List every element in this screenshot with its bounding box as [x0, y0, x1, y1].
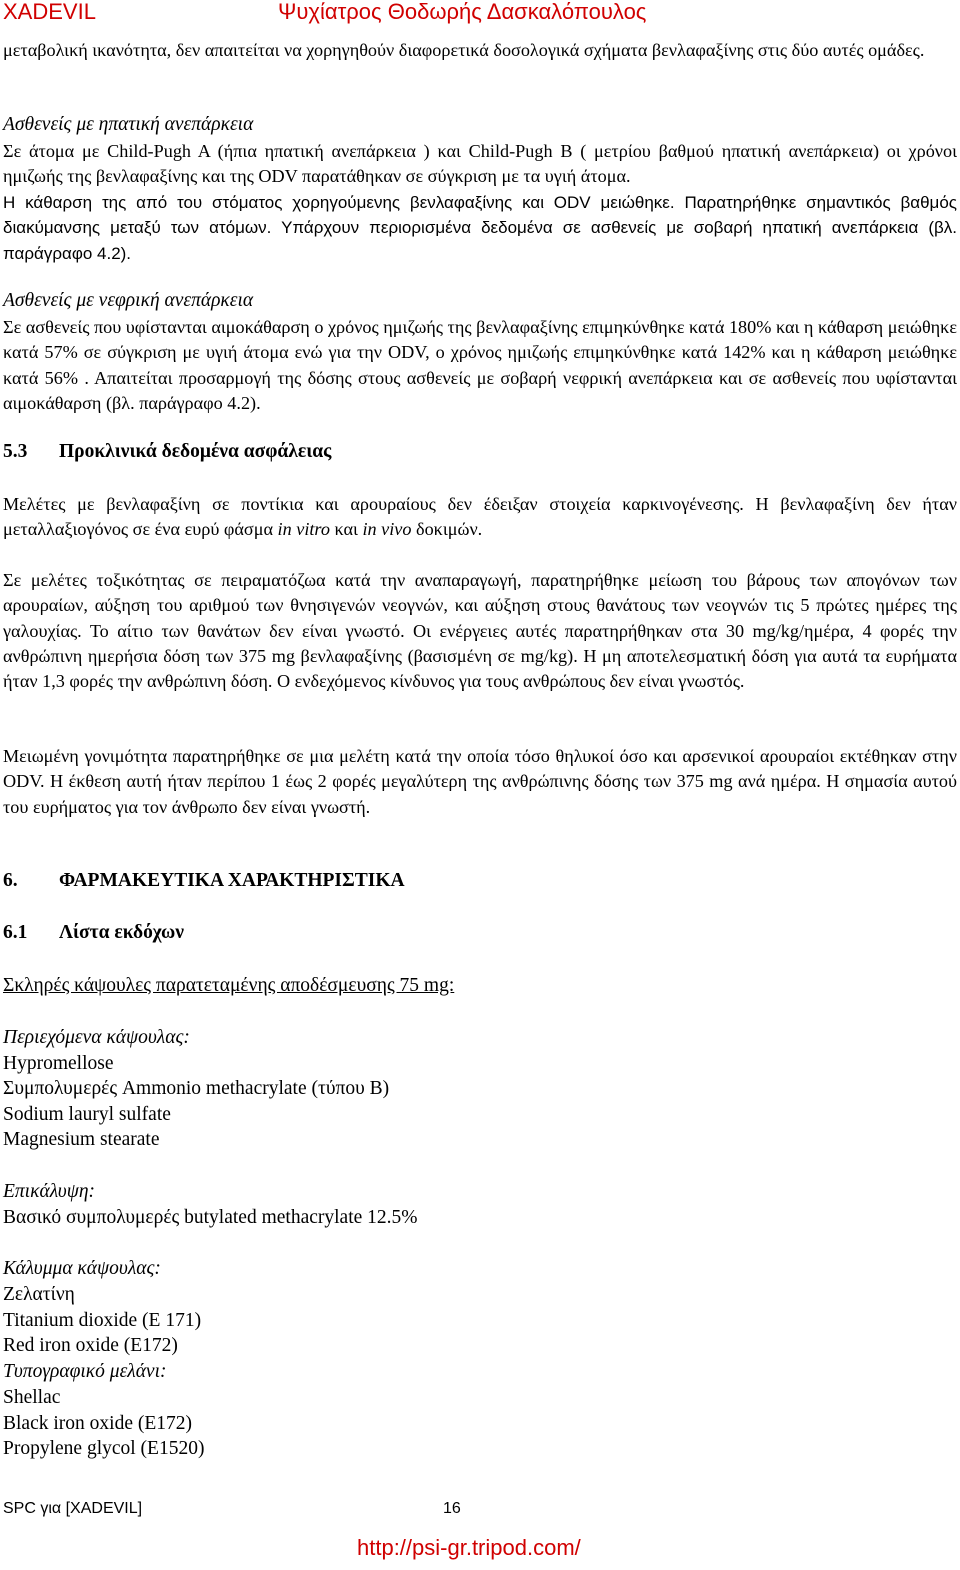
excipient-item: Sodium lauryl sulfate	[3, 1104, 171, 1125]
section-5-3-heading	[3, 441, 331, 463]
in-vivo-text: in vivo	[362, 519, 412, 540]
header-author: Ψυχίατρος Θοδωρής Δασκαλόπουλος	[278, 0, 647, 24]
section-title: Λίστα εκδόχων	[59, 922, 185, 943]
coating-label: Επικάλυψη:	[3, 1181, 96, 1202]
excipient-item: Συμπολυμερές Ammonio methacrylate (τύπου B)	[3, 1078, 390, 1099]
section-6-heading	[3, 870, 405, 892]
intro-paragraph: μεταβολική ικανότητα, δεν απαιτείται να χορηγηθούν διαφορετικά δοσολογικά σχήματα βενλαφαξίνης στις δύο αυτές ομάδες.	[3, 40, 925, 60]
excipient-item: Shellac	[3, 1387, 61, 1408]
excipient-item: Titanium dioxide (E 171)	[3, 1310, 202, 1331]
excipient-item: Red iron oxide (E172)	[3, 1335, 178, 1356]
hepatic-paragraph-2: Η κάθαρση της από του στόματος χορηγούμενης βενλαφαξίνης και ODV μειώθηκε. Παρατηρήθηκε σημαντικός βαθμός διακύμανσης μεταξύ των ατόμων. Υπάρχουν περιορισμένα δεδομένα σε ασθενείς με σοβαρή ηπατική ανεπάρκεια (βλ. παράγραφο 4.2).	[3, 193, 957, 263]
section-number: 6.	[3, 870, 18, 891]
preclinical-paragraph-1: Μελέτες με βενλαφαξίνη σε ποντίκια και αρουραίους δεν έδειξαν στοιχεία καρκινογένεσης. Η βενλαφαξίνη δεν ήταν μεταλλαξιογόνος σε ένα ευρύ φάσμα in vitro και in vivo δοκιμών.	[3, 494, 957, 540]
ink-label: Τυπογραφικό μελάνι:	[3, 1361, 167, 1382]
hepatic-title: Ασθενείς με ηπατική ανεπάρκεια	[3, 114, 254, 135]
renal-paragraph: Σε ασθενείς που υφίστανται αιμοκάθαρση ο χρόνος ημιζωής της βενλαφαξίνης επιμηκύνθηκε κατά 180% και η κάθαρση μειώθηκε κατά 57% σε σύγκριση με υγιή άτομα ενώ για την ODV, ο χρόνος ημιζωής επιμηκύνθηκε κατά 142% και η κάθαρση μειώθηκε κατά 56% . Απαιτείται προσαρμογή της δόσης στους ασθενείς με σοβαρή νεφρική ανεπάρκεια και σε ασθενείς που υφίστανται αιμοκάθαρση (βλ. παράγραφο 4.2).	[3, 317, 957, 413]
excipient-item: Βασικό συμπολυμερές butylated methacrylate 12.5%	[3, 1207, 418, 1228]
section-number: 6.1	[3, 922, 28, 943]
section-title: Προκλινικά δεδομένα ασφάλειας	[59, 441, 332, 462]
section-title: ΦΑΡΜΑΚΕΥΤΙΚΑ ΧΑΡΑΚΤΗΡΙΣΤΙΚΑ	[59, 870, 405, 891]
section-6-1-heading	[3, 922, 184, 944]
excipient-item: Propylene glycol (E1520)	[3, 1438, 205, 1459]
footer-document-name: SPC για [XADEVIL]	[3, 1500, 143, 1517]
excipient-item: Ζελατίνη	[3, 1284, 75, 1305]
renal-title: Ασθενείς με νεφρική ανεπάρκεια	[3, 290, 254, 311]
excipient-item: Magnesium stearate	[3, 1129, 160, 1150]
contents-label: Περιεχόμενα κάψουλας:	[3, 1027, 190, 1048]
excipient-item: Black iron oxide (E172)	[3, 1413, 192, 1434]
header-drug-name: XADEVIL	[3, 0, 96, 24]
preclinical-paragraph-2: Σε μελέτες τοξικότητας σε πειραματόζωα κατά την αναπαραγωγή, παρατηρήθηκε μείωση του βάρους των απογόνων των αρουραίων, αύξηση του αριθμού των θνησιγενών νεογνών, και αύξηση στους θανάτους των νεογνών τις 5 πρώτες ημέρες της γαλουχίας. Το αίτιο των θανάτων δεν είναι γνωστό. Οι ενέργειες αυτές παρατηρήθηκαν στα 30 mg/kg/ημέρα, 4 φορές την ανθρώπινη ημερήσια δόση των 375 mg βενλαφαξίνης (βασισμένη σε mg/kg). Η μη αποτελεσματική δόση για αυτά τα ευρήματα ήταν 1,3 φορές την ανθρώπινη δόση. Ο ενδεχόμενος κίνδυνος για τους ανθρώπους δεν είναι γνωστός.	[3, 570, 957, 692]
shell-label: Κάλυμμα κάψουλας:	[3, 1258, 161, 1279]
section-number: 5.3	[3, 441, 28, 462]
capsule-title: Σκληρές κάψουλες παρατεταμένης αποδέσμευσης 75 mg:	[3, 975, 455, 996]
in-vitro-text: in vitro	[277, 519, 330, 540]
preclinical-paragraph-3: Μειωμένη γονιμότητα παρατηρήθηκε σε μια μελέτη κατά την οποία τόσο θηλυκοί όσο και αρσενικοί αρουραίοι εκτέθηκαν στην ODV. Η έκθεση αυτή ήταν περίπου 1 έως 2 φορές μεγαλύτερη της ανθρώπινης δόσης των 375 mg ανά ημέρα. Η σημασία αυτού του ευρήματος για τον άνθρωπο δεν είναι γνωστή.	[3, 746, 957, 817]
footer-page-number: 16	[443, 1500, 461, 1517]
hepatic-paragraph-1: Σε άτομα με Child-Pugh A (ήπια ηπατική ανεπάρκεια ) και Child-Pugh B ( μετρίου βαθμού ηπατική ανεπάρκεια) οι χρόνοι ημιζωής της βενλαφαξίνης και της ODV παρατάθηκαν σε σύγκριση με τα υγιή άτομα.	[3, 141, 957, 187]
footer-url-link[interactable]: http://psi-gr.tripod.com/	[357, 1535, 581, 1560]
excipient-item: Hypromellose	[3, 1053, 114, 1074]
